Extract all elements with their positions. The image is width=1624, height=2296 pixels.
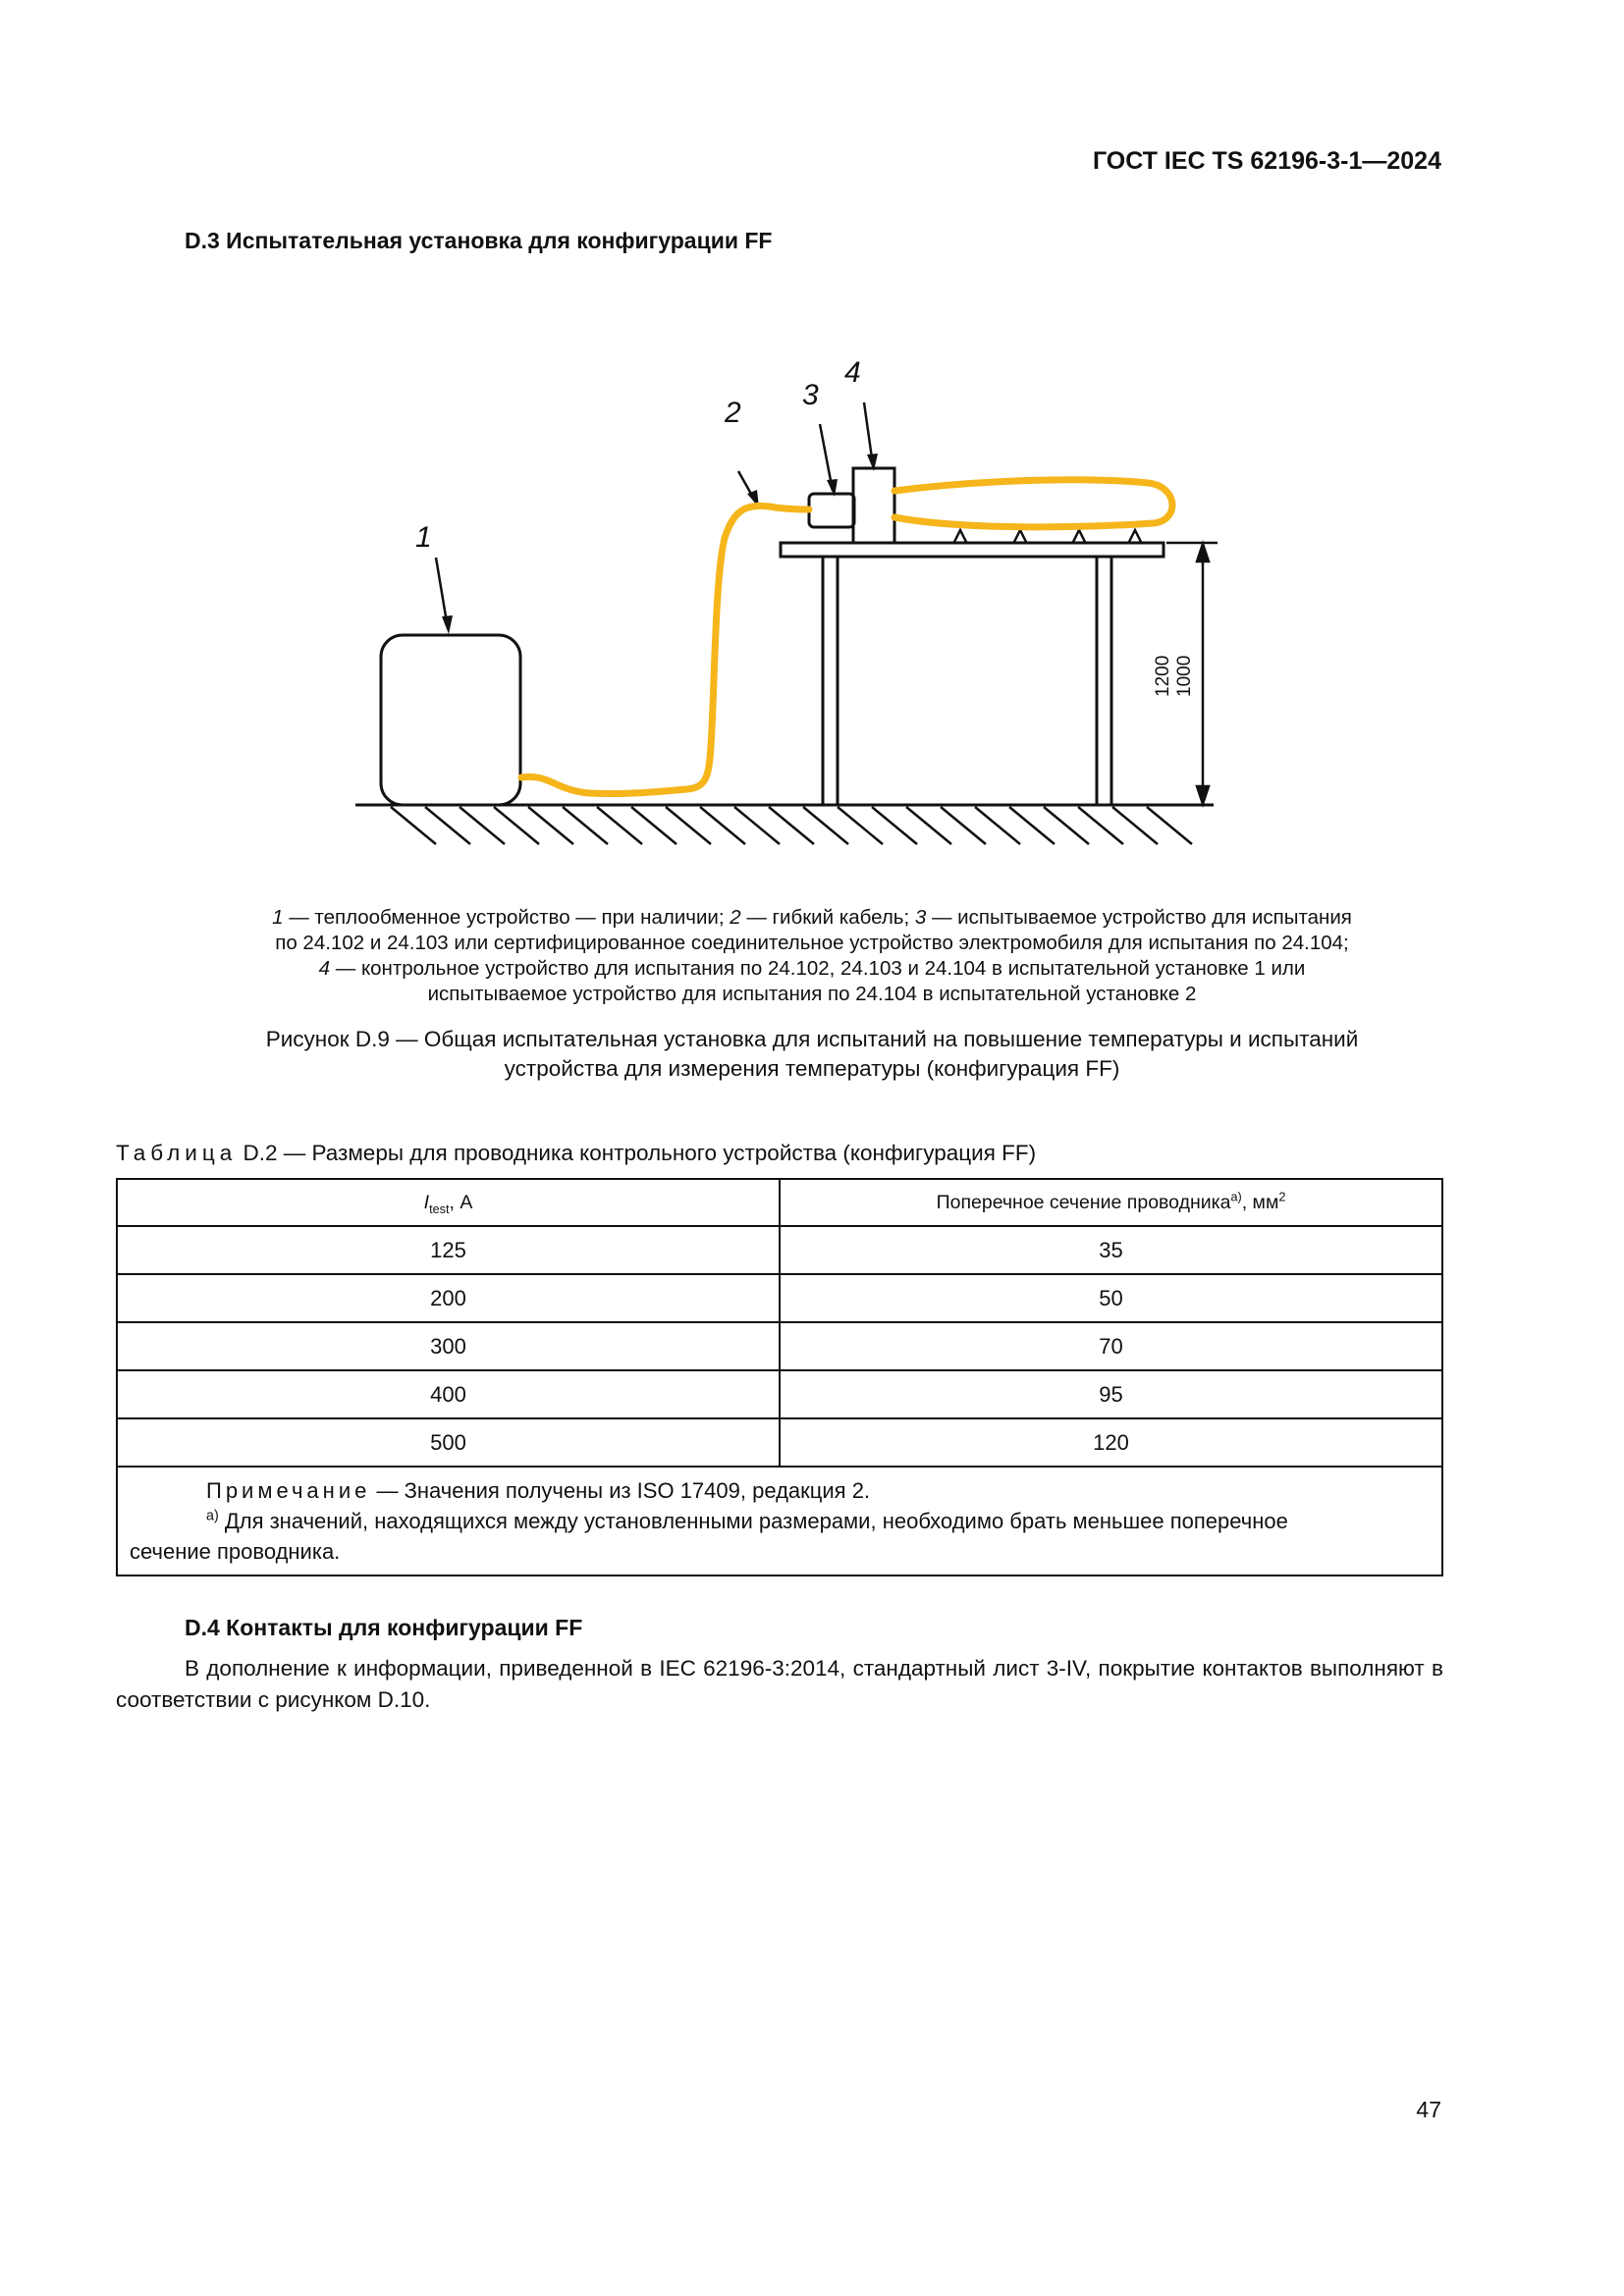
conductor-size-table [116, 1178, 1443, 1576]
table-row [117, 1226, 1442, 1274]
cell-cross-section: 35 [780, 1226, 1442, 1274]
figure-caption-line-2: устройства для измерения температуры (конфигурация FF) [504, 1056, 1120, 1081]
figure-legend-line-3: 4 — контрольное устройство для испытания по 24.102, 24.103 и 24.104 в испытательной установке 1 или [318, 957, 1306, 980]
table-notes [117, 1467, 1442, 1575]
cable-supports [954, 530, 1141, 542]
figure-label-1: 1 [415, 521, 432, 554]
table-leg-right [1097, 557, 1111, 805]
table-footnote: $^{а)}$ Для значений, находящихся между установленными размерами, необходимо брать меньшее поперечное [206, 1508, 1288, 1533]
leader-lines [436, 402, 873, 628]
section-d4-paragraph: В дополнение к информации, приведенной в IEC 62196-3:2014, стандартный лист 3-IV, покрытие контактов выполняют в соответствии с рисунком D.10. [116, 1656, 1443, 1712]
table-row [117, 1418, 1442, 1467]
table-row [117, 1370, 1442, 1418]
figure-label-2: 2 [725, 397, 741, 429]
table-row [117, 1322, 1442, 1370]
cell-cross-section: 95 [780, 1370, 1442, 1418]
floor-hatching [391, 807, 1192, 844]
table-top [781, 543, 1164, 557]
table-footnote-cont: сечение проводника. [130, 1539, 341, 1564]
page-number: 47 [1416, 2097, 1441, 2122]
cell-current: 125 [117, 1226, 780, 1274]
figure-caption [118, 1025, 1506, 1084]
cell-cross-section: 120 [780, 1418, 1442, 1467]
figure-label-3: 3 [802, 379, 819, 411]
cell-current: 300 [117, 1322, 780, 1370]
table-note: Примечание — Значения получены из ISO 17409, редакция 2. [206, 1478, 871, 1503]
figure-legend-line-2: по 24.102 и 24.103 или сертифицированное соединительное устройство электромобиля для испытания по 24.104; [275, 932, 1349, 954]
cell-cross-section: 70 [780, 1322, 1442, 1370]
table-header-row [117, 1179, 1442, 1226]
figure-label-4: 4 [844, 356, 861, 389]
cell-current: 400 [117, 1370, 780, 1418]
table-title: Таблица D.2 — Размеры для проводника контрольного устройства (конфигурация FF) [116, 1141, 1037, 1165]
dimension-1000: 1000 [1174, 655, 1195, 697]
table-notes-row [117, 1467, 1442, 1575]
control-device [853, 468, 894, 543]
section-d4-title: D.4 Контакты для конфигурации FF [185, 1615, 583, 1640]
col-header-current: $I_{test}$, А [117, 1179, 780, 1226]
figure-legend-line-4: испытываемое устройство для испытания по 24.104 в испытательной установке 2 [427, 983, 1197, 1005]
figure-legend-line-1: 1 — теплообменное устройство — при наличии; 2 — гибкий кабель; 3 — испытываемое устройство для испытания [272, 906, 1352, 929]
table-row [117, 1274, 1442, 1322]
test-setup-figure [0, 324, 1624, 874]
test-device [809, 494, 854, 527]
standard-header: ГОСТ IEC TS 62196-3-1—2024 [1092, 147, 1441, 175]
cell-current: 500 [117, 1418, 780, 1467]
heat-exchanger-unit [381, 635, 520, 805]
section-d3-title: D.3 Испытательная установка для конфигурации FF [185, 228, 773, 253]
dimension-1200: 1200 [1153, 655, 1173, 697]
cell-current: 200 [117, 1274, 780, 1322]
table-leg-left [823, 557, 838, 805]
col-header-cross-section: Поперечное сечение проводника$^{а)}$, $мм^2$ [780, 1179, 1442, 1226]
figure-caption-line-1: Рисунок D.9 — Общая испытательная установка для испытаний на повышение температуры и испытаний [265, 1027, 1359, 1051]
cell-cross-section: 50 [780, 1274, 1442, 1322]
